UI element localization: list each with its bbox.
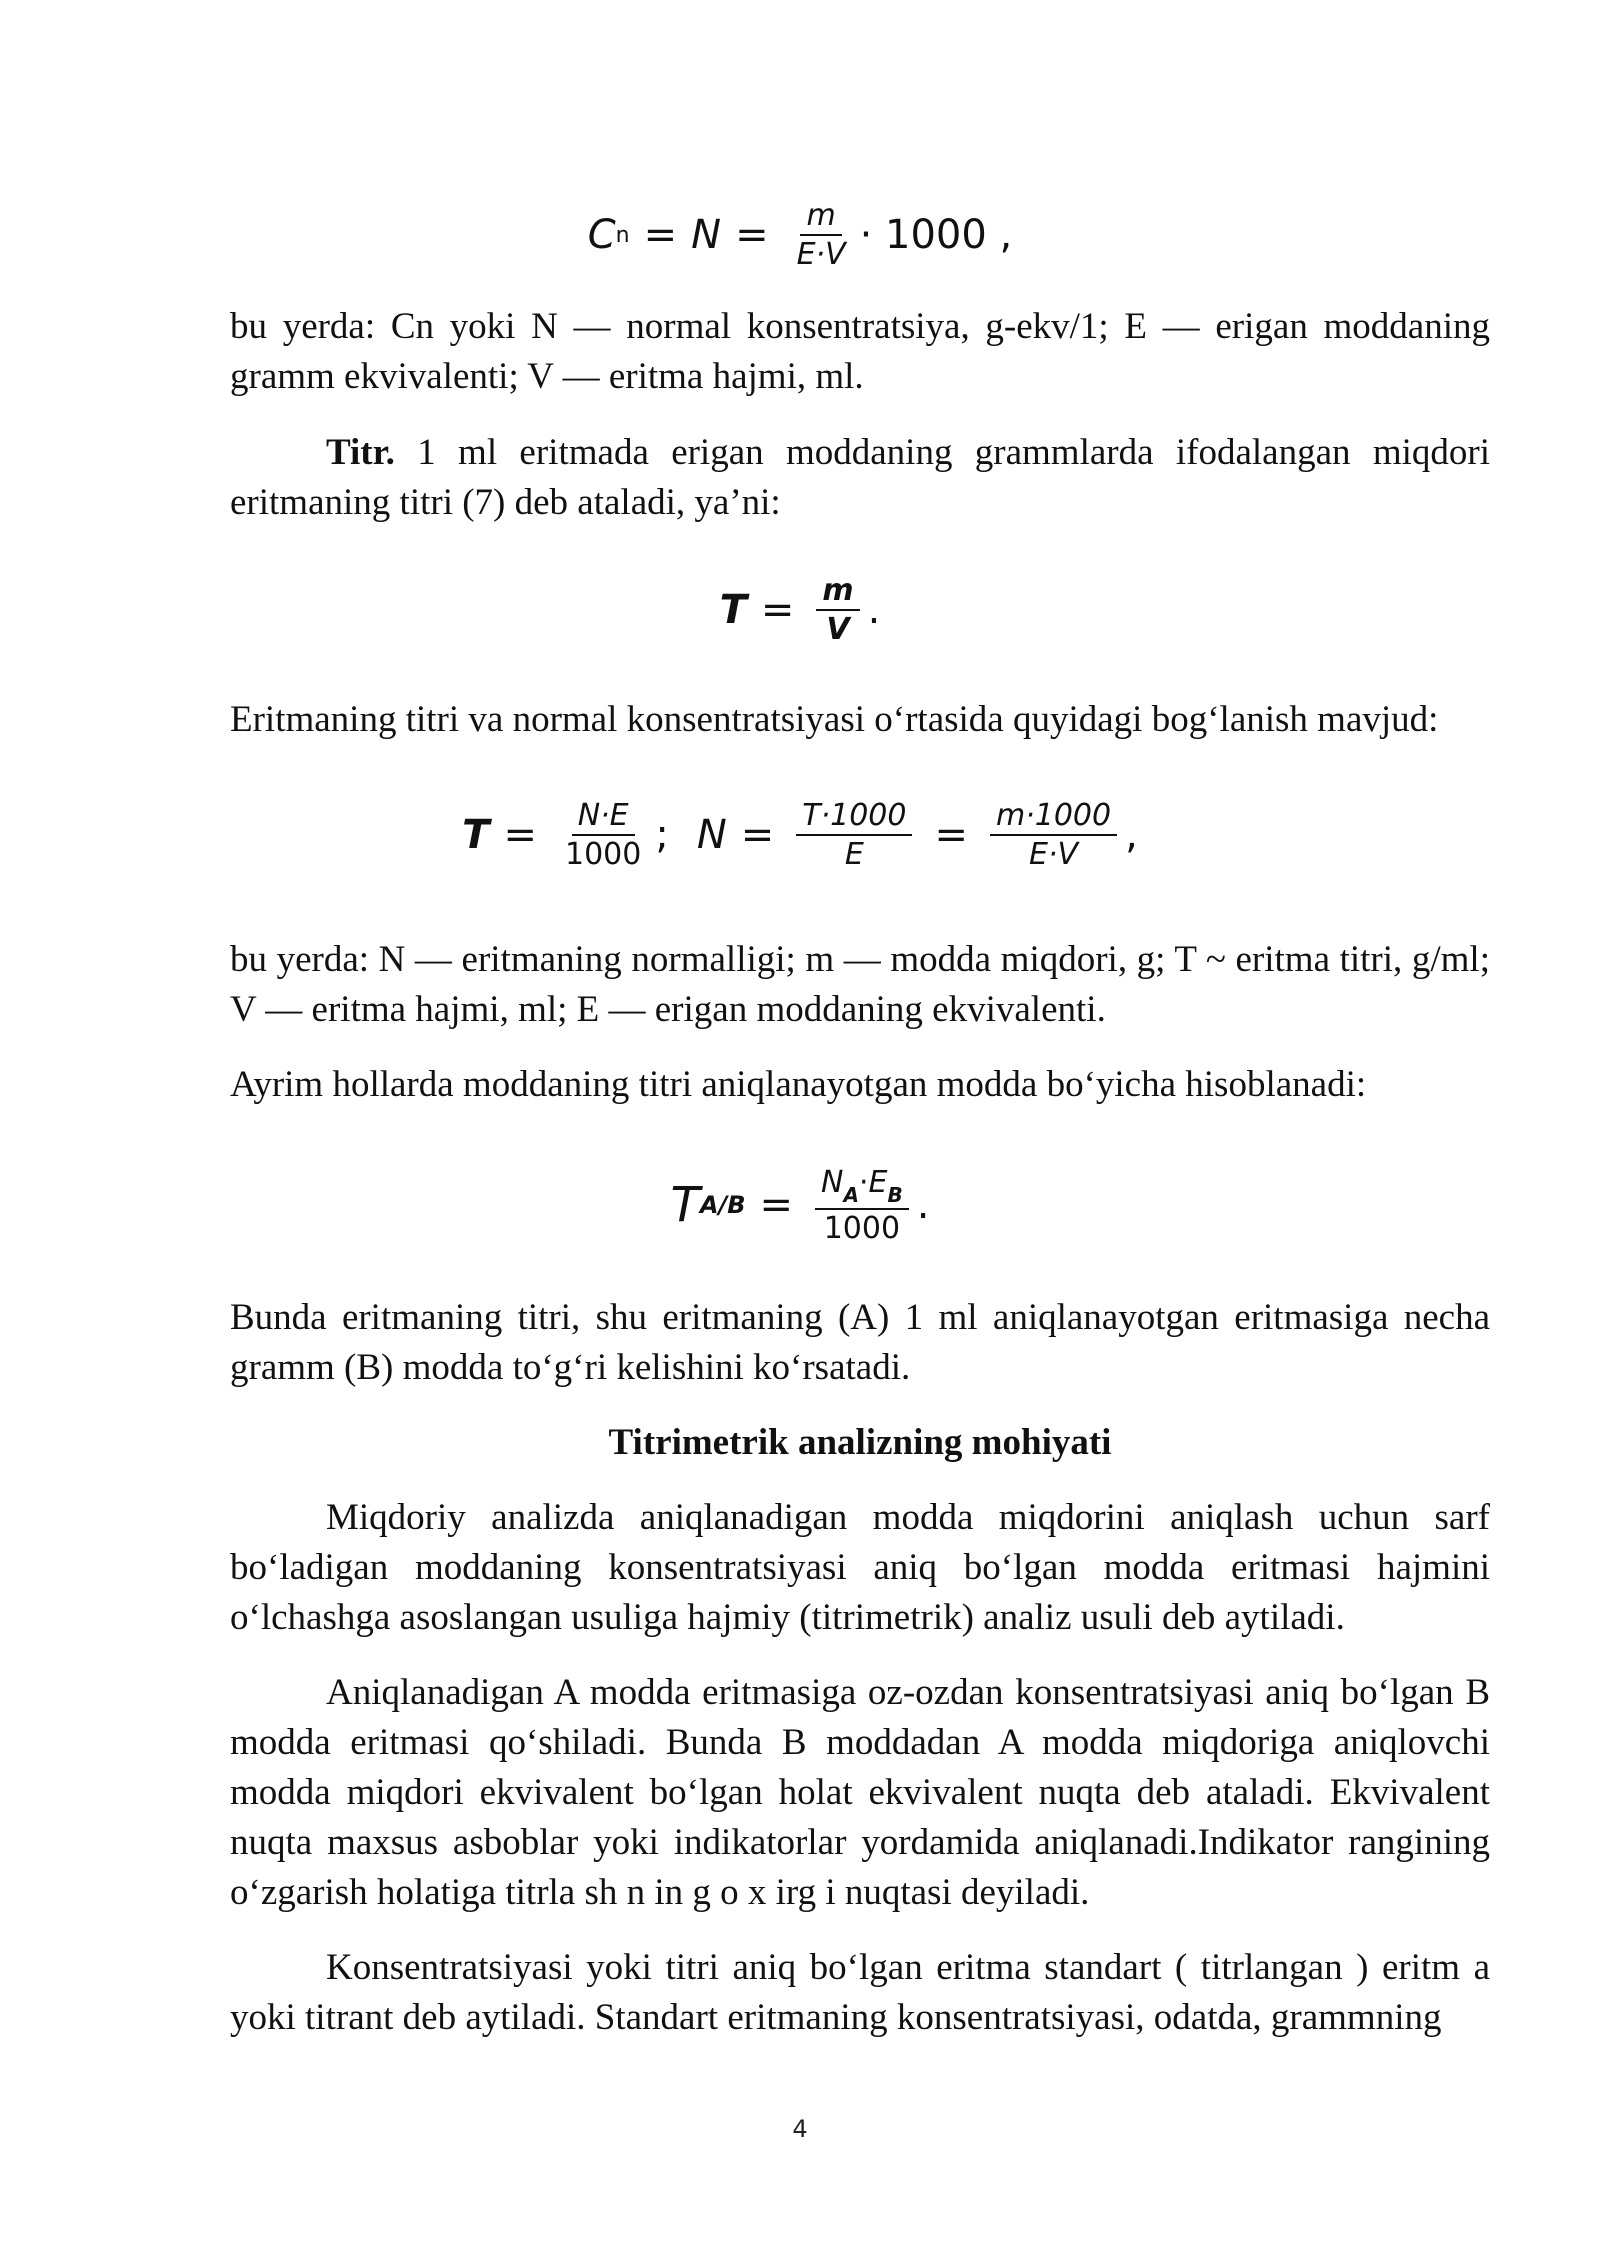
term-bold: Titr. [326,432,395,473]
formula-operator: = [643,212,678,258]
fraction-numerator: m [816,574,859,611]
paragraph-titr-explanation: Bunda eritmaning titri, shu eritmaning (A) 1 ml aniqlanayotgan eritmasiga necha gramm (B) modda to‘g‘ri kelishini ko‘rsatadi. [230,1297,1490,1388]
formula-titr-normality-relation [0,790,1600,880]
formula-fraction [796,799,912,871]
section-heading: Titrimetrik analizning mohiyati [608,1422,1112,1463]
formula-symbol: C [587,212,616,258]
formula-tail: . [916,1182,930,1228]
formula-tail: , [1125,812,1138,858]
fraction-numerator: T·1000 [796,799,912,836]
fraction-denominator: E·V [796,237,846,272]
paragraph-titr-by-substance: Ayrim hollarda moddaning titri aniqlanayotgan modda bo‘yicha hisoblanadi: [230,1064,1367,1105]
formula-separator: ; [655,812,669,858]
fraction-denominator: 1000 [823,1210,901,1246]
formula-fraction [791,199,852,271]
formula-fraction [815,1166,909,1245]
formula-operator: = [759,1182,794,1228]
formula-subscript: A/B [699,1191,746,1219]
paragraph-equivalence-point: Aniqlanadigan A modda eritmasiga oz-ozdan konsentratsiyasi aniq bo‘lgan B modda eritmasi qo‘shiladi. Bunda B moddadan A modda miqdoriga aniqlovchi modda miqdori ekvivalent bo‘lgan holat ekvivalent nuqta deb ataladi. Ekvivalent nuqta maxsus asboblar yoki indikatorlar yordamida aniqlanadi.Indikator rangining o‘zgarish holatiga titrla sh n in g o x irg i nuqtasi deyiladi. [230,1672,1490,1913]
formula-operator: = [934,812,968,858]
fraction-denominator: E·V [1029,837,1079,872]
formula-symbol: N [696,812,727,858]
formula-symbol: T [719,587,747,633]
formula-titr-a-b [0,1150,1600,1260]
formula-tail: . [867,587,881,633]
formula-operator: = [735,212,769,258]
paragraph-relation-intro: Eritmaning titri va normal konsentratsiyasi o‘rtasida quyidagi bog‘lanish mavjud: [230,699,1439,740]
formula-titr [0,565,1600,655]
fraction-numerator: N·E [572,799,635,836]
paragraph-volumetric-analysis: Miqdoriy analizda aniqlanadigan modda miqdorini aniqlash uchun sarf bo‘ladigan moddaning konsentratsiyasi aniq bo‘lgan modda eritmasi hajmini o‘lchashga asoslangan usuliga hajmiy (titrimetrik) analiz usuli deb aytiladi. [230,1497,1490,1638]
numerator-subscript: B [887,1182,903,1207]
fraction-denominator: V [826,612,850,647]
formula-fraction [990,799,1117,871]
paragraph-titr-definition [230,428,1490,528]
numerator-dot: · [858,1164,869,1200]
formula-symbol: T [462,812,490,858]
fraction-numerator [815,1166,909,1210]
fraction-denominator: 1000 [564,837,642,872]
formula-subscript: n [615,222,630,248]
formula-operator: = [760,587,795,633]
formula-operator: = [503,812,537,858]
paragraph-standard-solution: Konsentratsiyasi yoki titri aniq bo‘lgan eritma standart ( titrlangan ) eritm a yoki titrant deb aytiladi. Standart eritmaning konsentratsiyasi, odatda, grammning [230,1947,1490,2038]
formula-fraction [559,799,647,871]
page-number: 4 [792,2115,808,2143]
paragraph-definitions-2: bu yerda: N — eritmaning normalligi; m — modda miqdori, g; T ~ eritma titri, g/ml; V — eritma hajmi, ml; E — erigan moddaning ekvivalenti. [230,939,1490,1030]
paragraph-text: 1 ml eritmada erigan moddaning grammlarda ifodalangan miqdori eritmaning titri (7) deb ataladi, ya’ni: [230,432,1490,523]
formula-tail: · 1000 , [859,212,1013,258]
paragraph-definitions-1: bu yerda: Cn yoki N — normal konsentratsiya, g-ekv/1; E — erigan moddaning gramm ekvivalenti; V — eritma hajmi, ml. [230,306,1490,397]
formula-normal-concentration [0,195,1600,275]
formula-fraction [816,574,859,646]
fraction-denominator: E [844,837,864,872]
numerator-symbol: N [821,1164,844,1200]
fraction-numerator: m [800,199,841,236]
numerator-symbol: E [868,1164,888,1200]
formula-symbol: N [691,212,722,258]
fraction-numerator: m·1000 [990,799,1117,836]
numerator-subscript: A [843,1182,859,1207]
formula-symbol: T [670,1177,700,1233]
formula-operator: = [740,812,775,858]
